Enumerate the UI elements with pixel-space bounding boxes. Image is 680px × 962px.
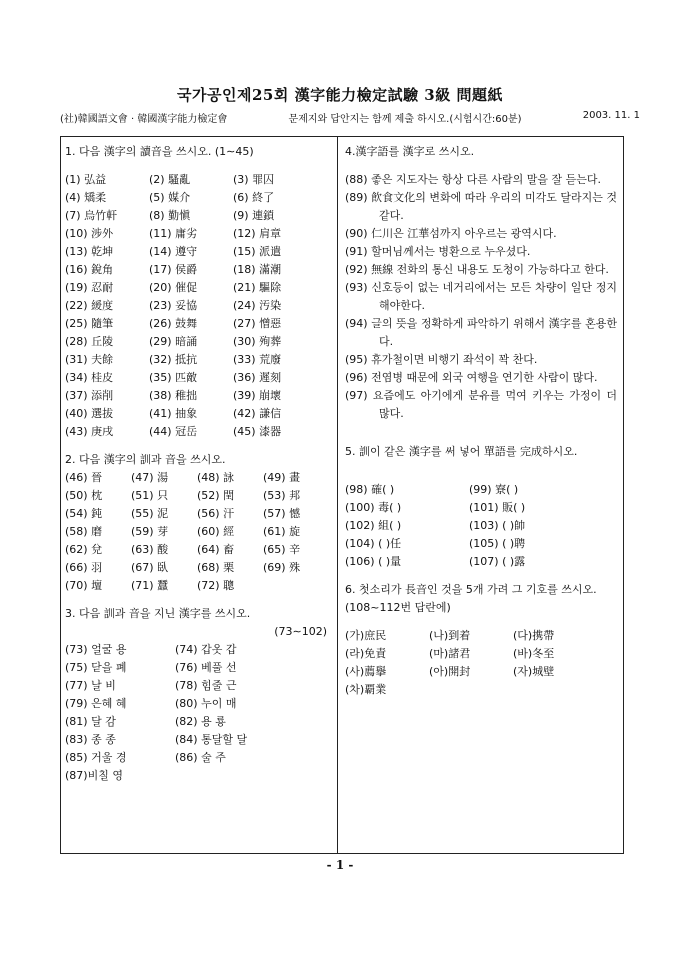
question-item: (3) 罪囚: [233, 173, 275, 186]
question-item: (84) 통달할 달: [175, 733, 248, 746]
question-item: (107) ( )露: [469, 555, 526, 568]
question-item: (46) 晉: [65, 471, 103, 484]
question-item: (43) 庚戌: [65, 425, 114, 438]
page-number: - 1 -: [326, 858, 354, 872]
column-divider: [337, 137, 338, 853]
question-item: (12) 肩章: [233, 227, 282, 240]
question-item: (16) 銳角: [65, 263, 114, 276]
question-item: (2) 騷亂: [149, 173, 191, 186]
question-item: (41) 抽象: [149, 407, 198, 420]
question-item: (23) 妥協: [149, 299, 198, 312]
question-item: (32) 抵抗: [149, 353, 198, 366]
section-6-title: 6. 첫소리가 長音인 것을 5개 가려 그 기호를 쓰시오. (108~112번 답란에): [345, 583, 597, 614]
question-item: (27) 憎惡: [233, 317, 282, 330]
question-item: (7) 烏竹軒: [65, 209, 118, 222]
section-3-items: [65, 641, 331, 785]
question-item: (104) ( )任: [345, 537, 402, 550]
question-item: (57) 憾: [263, 507, 301, 520]
section-3-range: (73∼102): [274, 625, 327, 638]
question-item: (52) 閏: [197, 489, 235, 502]
question-item: (36) 遲刻: [233, 371, 282, 384]
question-item: (48) 詠: [197, 471, 235, 484]
section-1-items: [65, 171, 331, 441]
question-item: (9) 連鎖: [233, 209, 275, 222]
question-item: (1) 弘益: [65, 173, 107, 186]
question-item: (5) 媒介: [149, 191, 191, 204]
question-item: (29) 暗誦: [149, 335, 198, 348]
sentence-question: (90) 仁川은 江華섬까지 아우르는 광역시다.: [345, 227, 557, 240]
question-item: (35) 匹敵: [149, 371, 198, 384]
question-item: (77) 날 비: [65, 679, 116, 692]
question-item: (63) 酸: [131, 543, 169, 556]
question-item: (55) 泥: [131, 507, 169, 520]
organizer-label: (社)韓國語文會 · 韓國漢字能力檢定會: [60, 114, 228, 125]
sentence-question: (89) 飮食文化의 변화에 따라 우리의 미각도 달라지는 것 같다.: [345, 191, 617, 222]
question-item: (76) 베풀 선: [175, 661, 237, 674]
sentence-question: (93) 신호등이 없는 네거리에서는 모든 차량이 일단 정지해야한다.: [345, 281, 617, 312]
question-item: (49) 畫: [263, 471, 301, 484]
question-item: (75) 닫을 폐: [65, 661, 127, 674]
question-item: (59) 芽: [131, 525, 169, 538]
sentence-question: (94) 글의 뜻을 정확하게 파악하기 위해서 漢字를 혼용한다.: [345, 317, 617, 348]
section-3-title: 3. 다음 訓과 音을 지닌 漢字를 쓰시오.: [65, 607, 251, 620]
question-item: (20) 催促: [149, 281, 198, 294]
sentence-question: (96) 전염병 때문에 외국 여행을 연기한 사람이 많다.: [345, 371, 598, 384]
question-item: (98) 確( ): [345, 483, 395, 496]
question-item: (80) 누이 매: [175, 697, 237, 710]
sentence-question: (97) 요즘에도 아기에게 분유를 먹여 키우는 가정이 더 많다.: [345, 389, 617, 420]
question-item: (99) 寮( ): [469, 483, 519, 496]
question-item: (21) 驅除: [233, 281, 282, 294]
question-item: (25) 隨筆: [65, 317, 114, 330]
question-item: (6) 終了: [233, 191, 275, 204]
question-item: (15) 派遣: [233, 245, 282, 258]
answer-option: (사)薦擧: [345, 665, 387, 678]
question-item: (45) 漆器: [233, 425, 282, 438]
question-item: (28) 丘陵: [65, 335, 114, 348]
question-item: (14) 遵守: [149, 245, 198, 258]
question-item: (87)비칠 영: [65, 769, 123, 782]
question-item: (79) 은혜 혜: [65, 697, 127, 710]
question-item: (37) 添削: [65, 389, 114, 402]
question-item: (34) 桂皮: [65, 371, 114, 384]
question-item: (22) 緩度: [65, 299, 114, 312]
question-item: (18) 滿潮: [233, 263, 282, 276]
right-column: [345, 143, 617, 699]
sentence-question: (95) 휴가철이면 비행기 좌석이 꽉 찬다.: [345, 353, 538, 366]
question-item: (30) 殉葬: [233, 335, 282, 348]
answer-option: (라)免責: [345, 647, 387, 660]
question-box: [60, 136, 624, 854]
question-item: (65) 辛: [263, 543, 301, 556]
exam-date: 2003. 11. 1: [582, 110, 640, 121]
question-item: (26) 鼓舞: [149, 317, 198, 330]
left-column: [65, 143, 331, 785]
question-item: (70) 壇: [65, 579, 103, 592]
question-item: (10) 涉外: [65, 227, 114, 240]
answer-option: (가)庶民: [345, 629, 387, 642]
question-item: (66) 羽: [65, 561, 103, 574]
question-item: (69) 殊: [263, 561, 301, 574]
section-4-items: [345, 171, 617, 423]
question-item: (58) 磨: [65, 525, 103, 538]
question-item: (68) 栗: [197, 561, 235, 574]
question-item: (40) 選拔: [65, 407, 114, 420]
question-item: (85) 거울 경: [65, 751, 127, 764]
question-item: (54) 鈍: [65, 507, 103, 520]
question-item: (100) 毒( ): [345, 501, 402, 514]
exam-subtitle: [60, 110, 640, 125]
question-item: (74) 갑옷 갑: [175, 643, 237, 656]
question-item: (62) 兌: [65, 543, 103, 556]
sentence-question: (88) 좋은 지도자는 항상 다른 사람의 말을 잘 듣는다.: [345, 173, 601, 186]
question-item: (33) 荒廢: [233, 353, 282, 366]
answer-option: (나)到着: [429, 629, 471, 642]
question-item: (51) 只: [131, 489, 169, 502]
question-item: (71) 蠶: [131, 579, 169, 592]
question-item: (53) 邦: [263, 489, 301, 502]
section-6-items: [345, 627, 617, 699]
section-2-title: 2. 다음 漢字의 訓과 音을 쓰시오.: [65, 453, 226, 466]
question-item: (61) 旋: [263, 525, 301, 538]
question-item: (8) 勤愼: [149, 209, 191, 222]
submission-notice: 문제지와 답안지는 함께 제출 하시오.(시험시간:60분): [288, 114, 522, 125]
question-item: (60) 經: [197, 525, 235, 538]
section-5-items: [345, 481, 617, 571]
answer-option: (아)開封: [429, 665, 471, 678]
question-item: (102) 組( ): [345, 519, 402, 532]
question-item: (83) 종 종: [65, 733, 116, 746]
question-item: (82) 용 룡: [175, 715, 226, 728]
sentence-question: (92) 無線 전화의 통신 내용도 도청이 가능하다고 한다.: [345, 263, 609, 276]
question-item: (73) 얼굴 용: [65, 643, 127, 656]
question-item: (103) ( )帥: [469, 519, 526, 532]
section-4-title: 4.漢字語를 漢字로 쓰시오.: [345, 145, 475, 158]
question-item: (42) 謙信: [233, 407, 282, 420]
question-item: (64) 畜: [197, 543, 235, 556]
section-2-items: [65, 469, 331, 595]
question-item: (39) 崩壞: [233, 389, 282, 402]
answer-option: (마)諸君: [429, 647, 471, 660]
answer-option: (자)城壁: [513, 665, 555, 678]
question-item: (86) 술 주: [175, 751, 226, 764]
answer-option: (차)覇業: [345, 683, 387, 696]
answer-option: (다)携帶: [513, 629, 555, 642]
question-item: (106) ( )量: [345, 555, 402, 568]
question-item: (17) 侯爵: [149, 263, 198, 276]
section-5-title: 5. 訓이 같은 漢字를 써 넣어 單語를 完成하시오.: [345, 445, 578, 458]
question-item: (101) 販( ): [469, 501, 526, 514]
question-item: (31) 夫餘: [65, 353, 114, 366]
question-item: (11) 庸劣: [149, 227, 198, 240]
section-1-title: 1. 다음 漢字의 讀音을 쓰시오. (1∼45): [65, 145, 254, 158]
exam-title: 국가공인제25회 漢字能力檢定試驗 3級 問題紙: [177, 86, 503, 104]
question-item: (78) 힘줄 근: [175, 679, 237, 692]
question-item: (47) 湯: [131, 471, 169, 484]
question-item: (13) 乾坤: [65, 245, 114, 258]
question-item: (44) 冠岳: [149, 425, 198, 438]
answer-option: (바)冬至: [513, 647, 555, 660]
sentence-question: (91) 할머님께서는 병환으로 누우셨다.: [345, 245, 531, 258]
question-item: (4) 矯柔: [65, 191, 107, 204]
question-item: (50) 枕: [65, 489, 103, 502]
question-item: (105) ( )聘: [469, 537, 526, 550]
question-item: (19) 忍耐: [65, 281, 114, 294]
question-item: (24) 汚染: [233, 299, 282, 312]
question-item: (67) 臥: [131, 561, 169, 574]
question-item: (56) 汗: [197, 507, 235, 520]
question-item: (72) 聰: [197, 579, 235, 592]
question-item: (81) 달 감: [65, 715, 116, 728]
question-item: (38) 稚拙: [149, 389, 198, 402]
